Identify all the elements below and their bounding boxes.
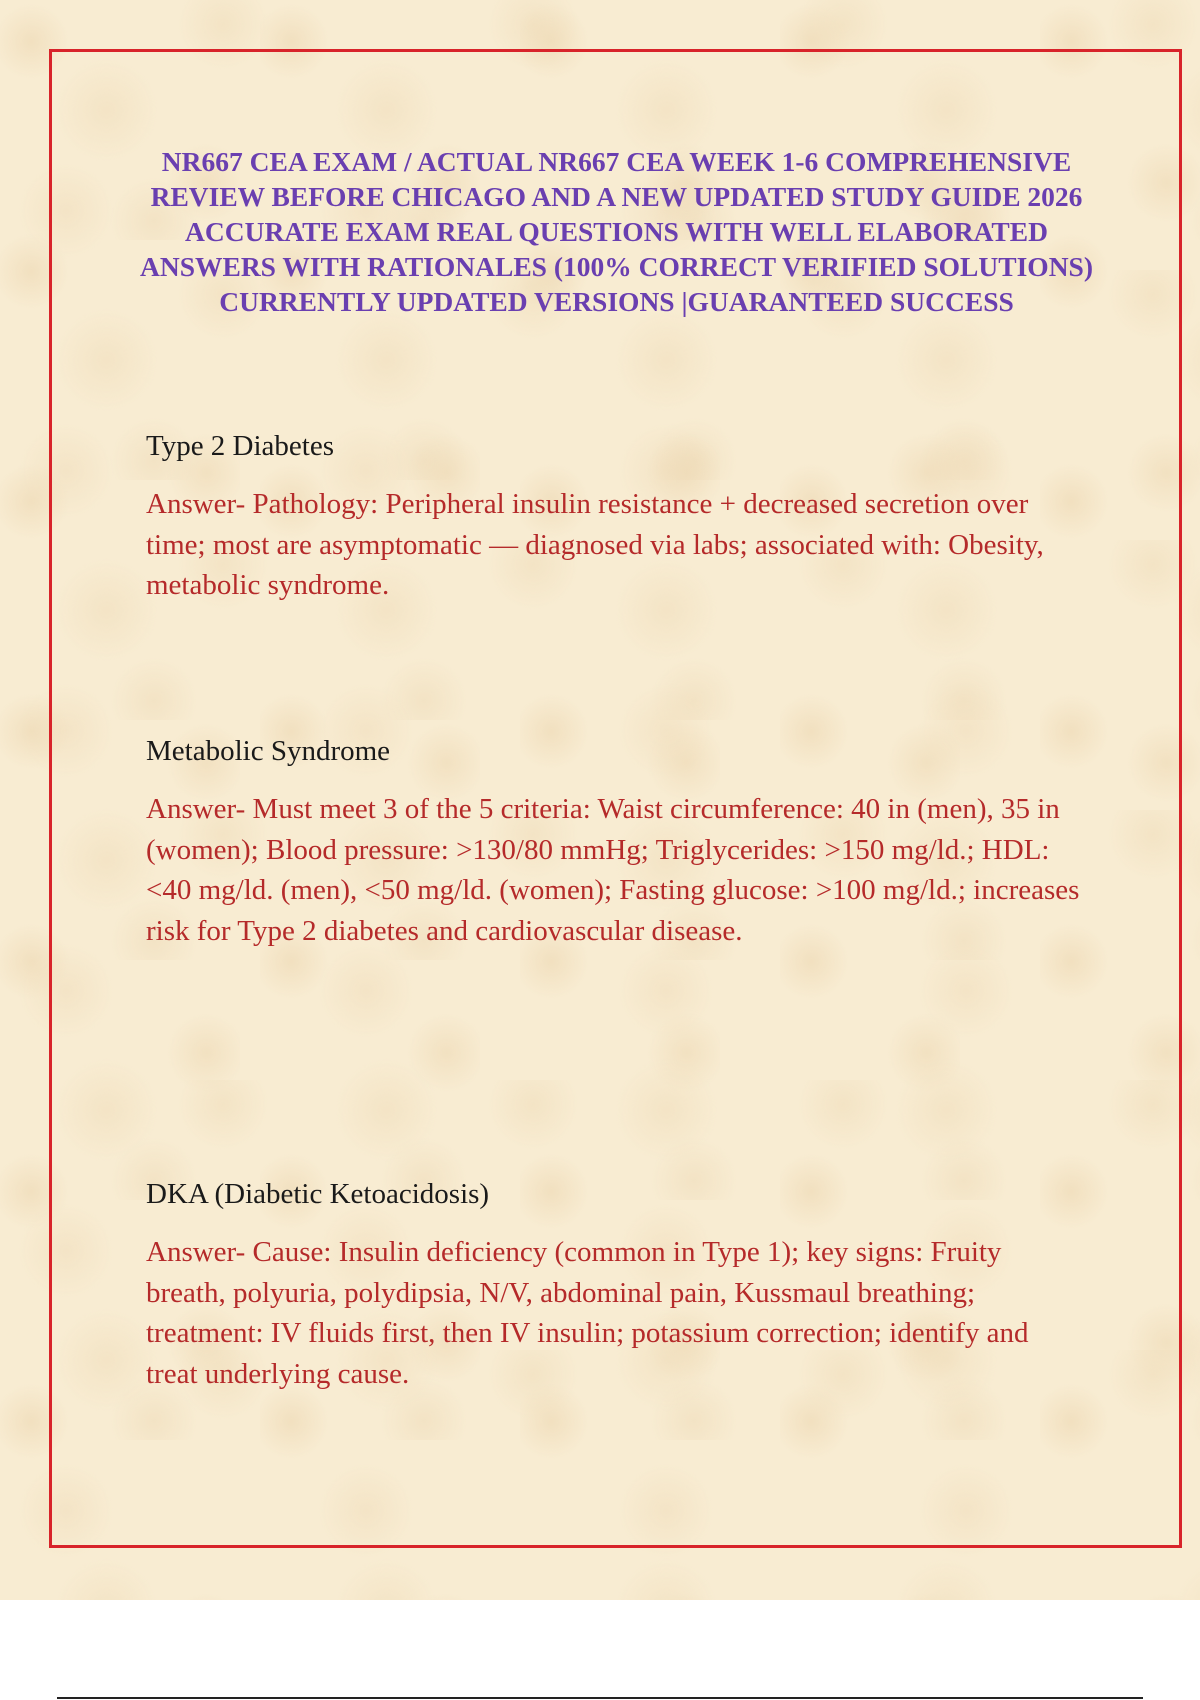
- document-title: NR667 CEA EXAM / ACTUAL NR667 CEA WEEK 1-6 COMPREHENSIVE REVIEW BEFORE CHICAGO AND A NEW UPDATED STUDY GUIDE 2026 ACCURATE EXAM REAL QUESTIONS WITH WELL ELABORATED ANSWERS WITH RATIONALES (100% CORRECT VERIFIED SOLUTIONS) CURRENTLY UPDATED VERSIONS |GUARANTEED SUCCESS: [139, 146, 1094, 317]
- answer-text: Answer- Cause: Insulin deficiency (common in Type 1); key signs: Fruity breath, polyuria, polydipsia, N/V, abdominal pain, Kussmaul breathing; treatment: IV fluids first, then IV insulin; potassium correction; identify and treat underlying cause.: [146, 1236, 1029, 1390]
- answer-text: Answer- Must meet 3 of the 5 criteria: Waist circumference: 40 in (men), 35 in (women); Blood pressure: >130/80 mmHg; Triglycerides: >150 mg/ld.; HDL: <40 mg/ld. (men), <50 mg/ld. (women); Fasting glucose: >100 mg/ld.; increases risk for Type 2 diabetes and cardiovascular disease.: [146, 793, 1080, 947]
- qa-item: [146, 428, 1086, 606]
- footer-divider: [57, 1697, 1143, 1699]
- question-text: Metabolic Syndrome: [146, 735, 391, 767]
- question-text: DKA (Diabetic Ketoacidosis): [146, 1178, 490, 1210]
- answer-text: Answer- Pathology: Peripheral insulin resistance + decreased secretion over time; most are asymptomatic — diagnosed via labs; associated with: Obesity, metabolic syndrome.: [146, 488, 1044, 601]
- question-text: Type 2 Diabetes: [146, 430, 335, 462]
- qa-item: [146, 733, 1086, 951]
- qa-item: [146, 1176, 1086, 1394]
